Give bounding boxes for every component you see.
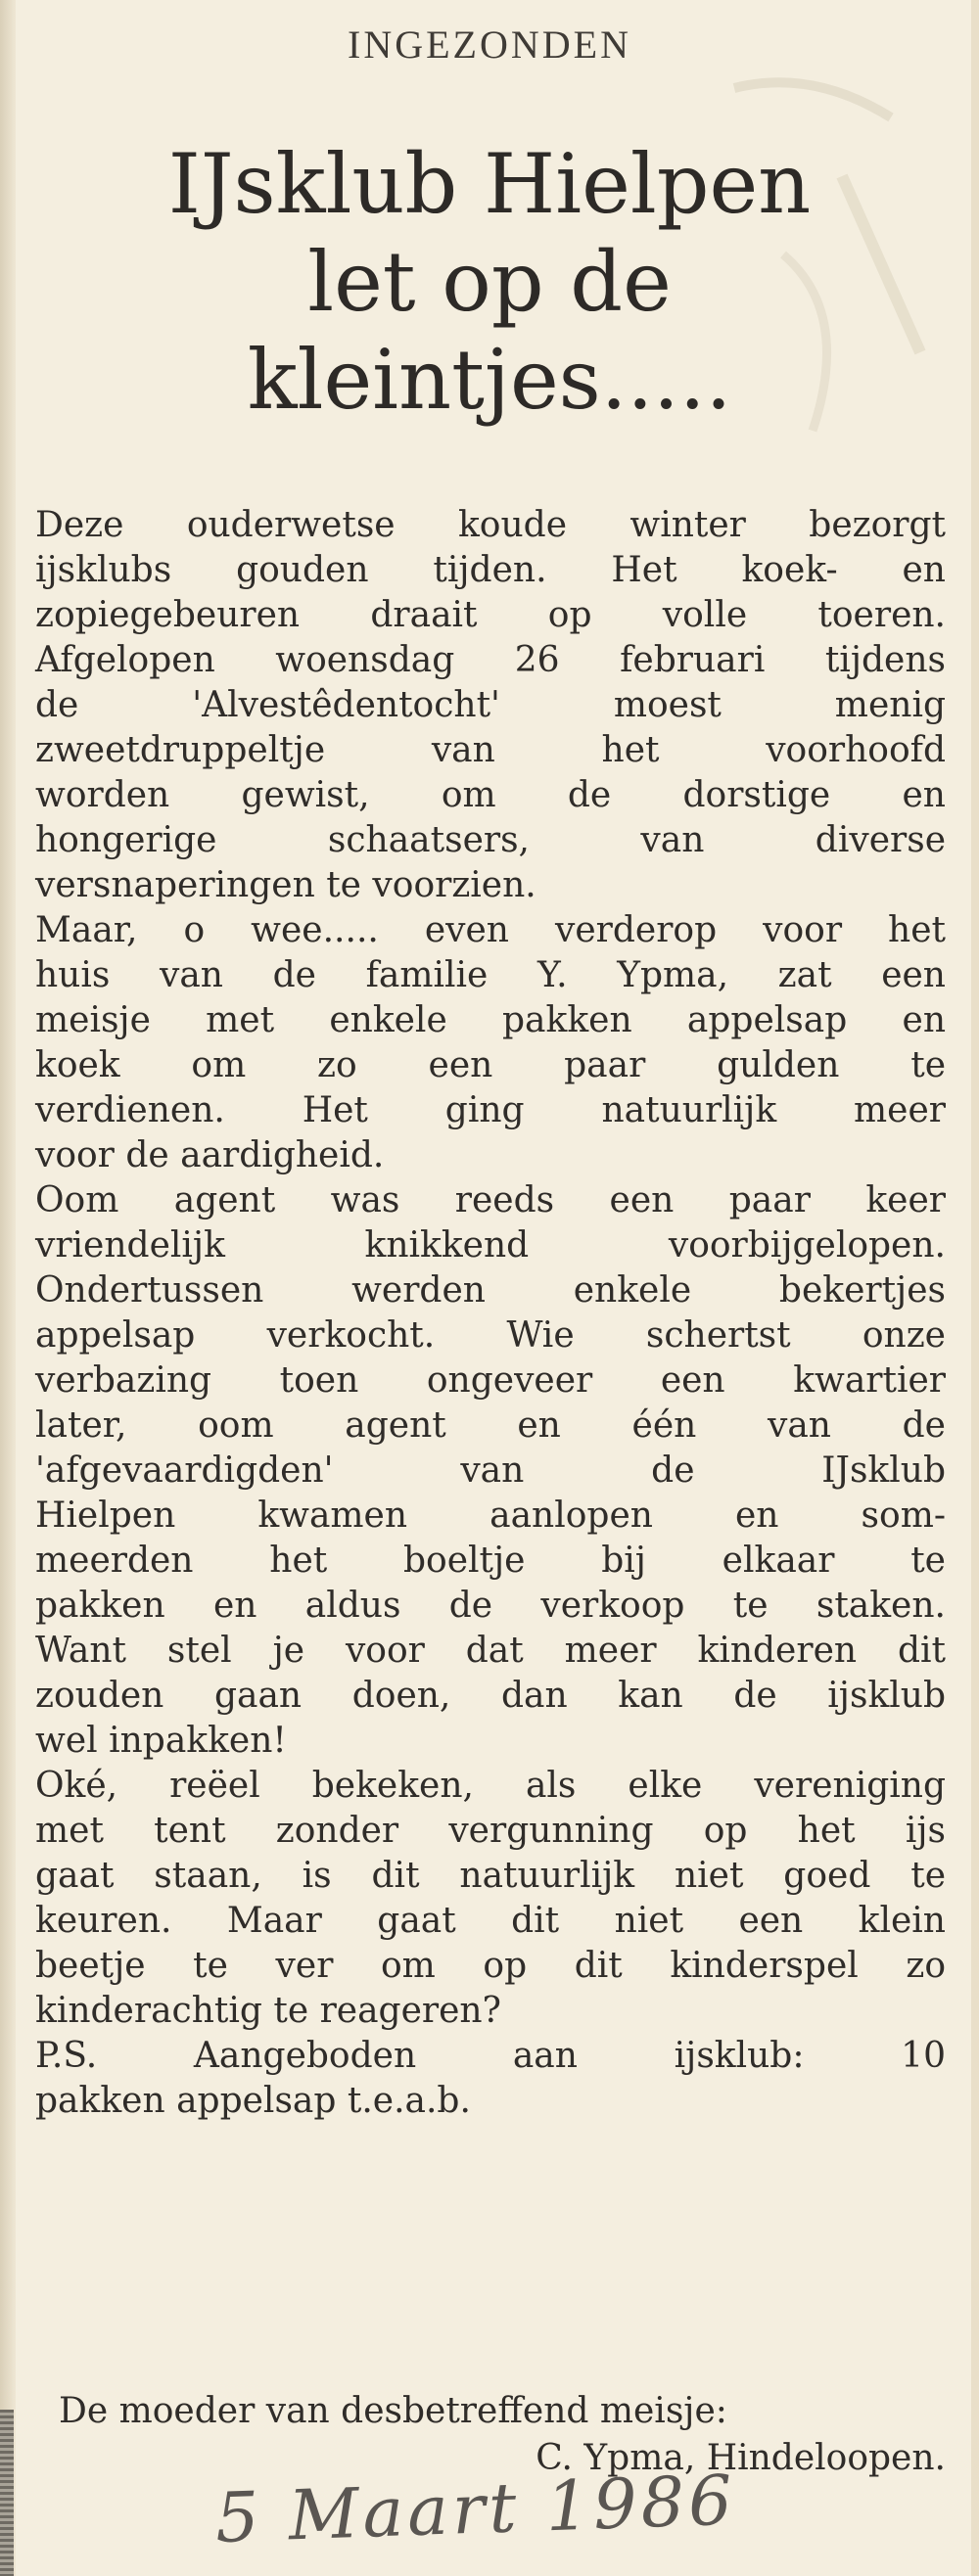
body-line: gaat staan, is dit natuurlijk niet goed te (35, 1856, 946, 1896)
body-line: beetje te ver om op dit kinderspel zo (35, 1946, 946, 1986)
body-line: P.S. Aangeboden aan ijsklub: 10 (35, 2036, 946, 2076)
body-line: Hielpen kwamen aanlopen en som- (35, 1495, 946, 1536)
body-line: appelsap verkocht. Wie schertst onze (35, 1315, 946, 1356)
body-line: meisje met enkele pakken appelsap en (35, 1000, 946, 1040)
body-line: vriendelijk knikkend voorbijgelopen. (35, 1225, 946, 1265)
body-line: Oké, reëel bekeken, als elke vereniging (35, 1766, 946, 1806)
body-line: voor de aardigheid. (35, 1135, 385, 1175)
body-line: meerden het boeltje bij elkaar te (35, 1541, 946, 1581)
body-line: Oom agent was reeds een paar keer (35, 1180, 946, 1220)
article-headline (59, 135, 920, 429)
body-line: zouden gaan doen, dan kan de ijsklub (35, 1676, 946, 1716)
body-line: Afgelopen woensdag 26 februari tijdens (35, 640, 946, 680)
body-line: pakken en aldus de verkoop te staken. (35, 1586, 946, 1626)
signature-name: C. Ypma, Hindeloopen. (536, 2438, 946, 2478)
body-line: koek om zo een paar gulden te (35, 1045, 946, 1085)
headline-line: let op de (307, 234, 672, 330)
body-line: verbazing toen ongeveer een kwartier (35, 1360, 946, 1401)
body-line: Deze ouderwetse koude winter bezorgt (35, 505, 946, 545)
body-line: keuren. Maar gaat dit niet een klein (35, 1901, 946, 1941)
body-line: worden gewist, om de dorstige en (35, 775, 946, 815)
scan-edge-marker (0, 2410, 14, 2576)
body-line: zopiegebeuren draait op volle toeren. (35, 595, 946, 635)
body-line: Ondertussen werden enkele bekertjes (35, 1270, 946, 1311)
body-line: kinderachtig te reageren? (35, 1991, 501, 2031)
body-line: wel inpakken! (35, 1721, 287, 1761)
body-line: hongerige schaatsers, van diverse (35, 820, 946, 860)
body-line: Want stel je voor dat meer kinderen dit (35, 1631, 946, 1671)
body-line: verdienen. Het ging natuurlijk meer (35, 1090, 946, 1130)
headline-line: IJsklub Hielpen (167, 136, 812, 232)
paper-right-edge (971, 0, 979, 2576)
signature-line: De moeder van desbetreffend meisje: (59, 2391, 727, 2431)
headline-line: kleintjes..... (247, 332, 732, 428)
article-body (35, 503, 946, 2124)
body-line: versnaperingen te voorzien. (35, 865, 536, 905)
body-line: Maar, o wee..... even verderop voor het (35, 910, 946, 950)
paper-left-edge (0, 0, 16, 2576)
body-line: pakken appelsap t.e.a.b. (35, 2081, 471, 2121)
body-line: de 'Alvestêdentocht' moest menig (35, 685, 946, 725)
body-line: 'afgevaardigden' van de IJsklub (35, 1450, 946, 1491)
handwritten-date: 5 Maart 1986 (213, 2460, 738, 2558)
section-label: INGEZONDEN (348, 23, 631, 67)
body-line: zweetdruppeltje van het voorhoofd (35, 730, 946, 770)
body-line: ijsklubs gouden tijden. Het koek- en (35, 550, 946, 590)
body-line: met tent zonder vergunning op het ijs (35, 1811, 946, 1851)
body-line: huis van de familie Y. Ypma, zat een (35, 955, 946, 995)
body-line: later, oom agent en één van de (35, 1405, 946, 1446)
